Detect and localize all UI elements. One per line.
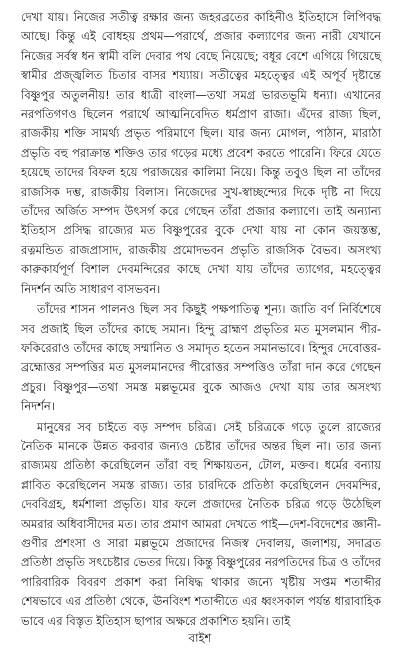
paragraph-3: মানুষের সব চাইতে বড় সম্পদ চরিত্র। সেই চরিত্রকে গড়ে তুলে রাজ্যের নৈতিক মানকে উন্নত করবার জন্যও চেষ্টার তাঁদের অন্তর ছিল না। তার জন্য রাজ্যময় প্রতিষ্ঠা করেছিলেন তাঁরা বহু শিক্ষায়তন, টোল, মক্তব। ধর্মের বন্যায় প্লাবিত করেছিলেন সমস্ত রাজ্য। তার চারদিকে প্রতিষ্ঠা করেছিলেন দেবমন্দির, দেববিগ্রহ, ধর্মশালা প্রভৃতি। যার ফলে প্রজাদের নৈতিক চরিত্র গড়ে উঠেছিল অমরার অধিবাসীদের মত। তার প্রমাণ আমরা দেখতে পাই—দেশ-বিদেশের জ্ঞানী-গুণীর প্রশংসা ও সারা মল্লভূমে প্রজাদের নিজস্ব দেবালয়, জলাশয়, সদাব্রত প্রতিষ্ঠা প্রভৃতি সৎচেষ্টার ভেতর দিয়ে। কিন্তু বিষ্ণুপুরের নরপতিদের চিত্র ও তাঁদের পারিবারিক বিবরণ প্রকাশ করা নিষিদ্ধ থাকার জন্যে খৃষ্টীয় সপ্তম শতাব্দীর শেষভাবে এর প্রতিষ্ঠা থেকে, ঊনবিংশ শতাব্দীতে এর ধ্বংসকাল পর্যন্ত ধারাবাহিক ভাবে এর বিস্তৃত ইতিহাস ছাপার অক্ষরে প্রকাশিত হয়নি। তাই: [21, 419, 381, 628]
page-number: বাইশ: [188, 631, 212, 645]
paragraph-1: দেখা যায়। নিজের সতীত্ব রক্ষার জন্য জহরব্রতের কাহিনীও ইতিহাসে লিপিবদ্ধ আছে। কিন্তু এই বোধহয় প্রথম—পরার্থে, প্রজার কল্যাণের জন্য নারী যেখানে নিজের সর্বস্ব ধন স্বামী বলি দেবার পথ বেছে নিয়েছে; বধূর বেশে এগিয়ে গিয়েছে স্বামীর প্রজ্জ্বলিত চিতার বাসর শয্যায়। সতীত্বের মহত্ত্বের এই অপূর্ব দৃষ্টান্তে বিষ্ণুপুর অতুলনীয়! তার ধাত্রী বাংলা—তথা সমগ্র ভারতভূমি ধন্যা। এখানের নরপতিগণও ছিলেন পরার্থে আত্মনিবেদিত ধর্মপ্রাণ রাজা। এঁদের রাজ্য ছিল, রাজকীয় শক্তি সামর্থ্য প্রভৃত পরিমাণে ছিল। যার জন্য মোগল, পাঠান, মারাঠা প্রভৃতি বহু পরাক্রান্ত শক্তিও তার গড়ের মধ্যে প্রবেশ করতে পারেনি। ফিরে যেতে হয়েছে তাদের বিফল হয়ে পরাজয়ের কালিমা নিয়ে। কিন্তু তবুও ছিল না তাঁদের রাজসিক দম্ভ, রাজকীয় বিলাস। নিজেদের সুখ-স্বাচ্ছন্দ্যের দিকে দৃষ্টি না দিয়ে তাঁদের অর্জিত সম্পদ উৎসর্গ করে গেছেন তাঁরা প্রজার কল্যাণে। তাই অন্যান্য ইতিহাস প্রসিদ্ধ রাজ্যের মত বিষ্ণুপুরের বুকে দেখা যায় না কোন জয়স্তম্ভ, রত্নমন্ডিত রাজপ্রাসাদ, রাজকীয় প্রমোদভবন প্রভৃতি রাজসিক বৈভব। অসংখ্য কারুকার্যপূর্ণ বিশাল দেবমন্দিরের কাছে দেখা যায় তাঁদের ত্যাগের, মহত্ত্বের নিদর্শন অতি সাধারণ বাসভবন।: [21, 10, 381, 296]
paragraph-2: তাঁদের শাসন পালনও ছিল সব কিছুই পক্ষপাতিত্ব শূন্য। জাতি বর্ণ নির্বিশেষে সব প্রজাই ছিল তাঁদের কাছে সমান। হিন্দু ব্রাহ্মণ প্রভৃতির মত মুসলমান পীর-ফকিরেরাও তাঁদের কাছে সম্মানিত ও সমাদৃত হতেন সমানভাবে। হিন্দুর দেবোত্তর-ব্রহ্মোত্তর সম্পত্তির মত মুসলমানদের পীরোত্তর সম্পত্তিও তাঁরা দান করে গেছেন প্রচুর। বিষ্ণুপুর—তথা সমস্ত মল্লভূমের বুকে আজও দেখা যায় তার অসংখ্য নিদর্শন।: [21, 302, 381, 414]
